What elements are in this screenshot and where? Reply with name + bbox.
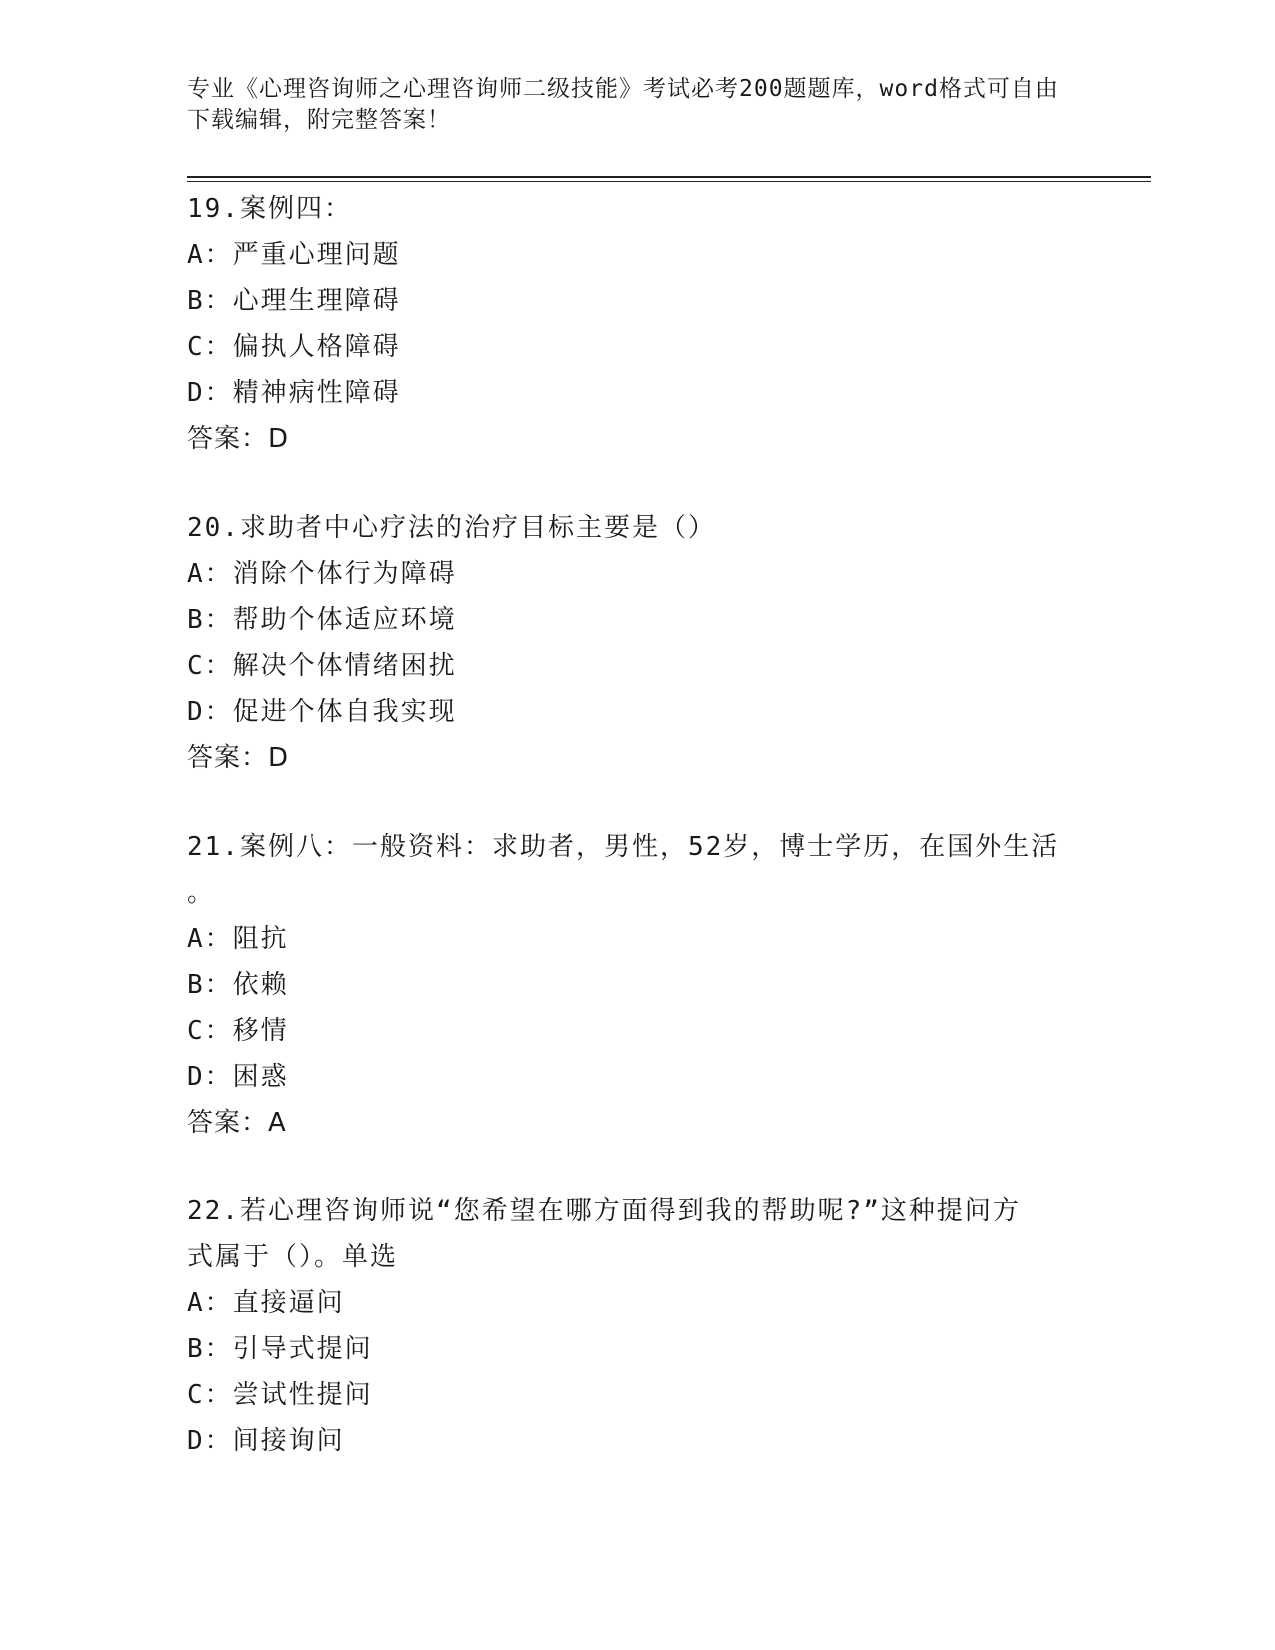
- question-stem-continuation: 。: [187, 878, 216, 908]
- document-header: 专业《心理咨询师之心理咨询师二级技能》考试必考200题题库，word格式可自由下载编辑，附完整答案！: [187, 76, 1059, 133]
- option-b: B：帮助个体适应环境: [187, 605, 457, 635]
- question-20: [187, 505, 1087, 781]
- option-c: C：解决个体情绪困扰: [187, 651, 457, 681]
- option-a: A：消除个体行为障碍: [187, 559, 457, 589]
- header-divider-thick: [187, 176, 1151, 178]
- option-b: B：心理生理障碍: [187, 286, 401, 316]
- answer-label: 答案：D: [187, 743, 290, 773]
- option-d: D：促进个体自我实现: [187, 697, 457, 727]
- question-stem: 22.若心理咨询师说“您希望在哪方面得到我的帮助呢?”这种提问方: [187, 1196, 1021, 1226]
- option-c: C：尝试性提问: [187, 1380, 373, 1410]
- answer-label: 答案：A: [187, 1108, 287, 1138]
- option-c: C：移情: [187, 1016, 289, 1046]
- option-d: D：精神病性障碍: [187, 378, 401, 408]
- question-stem: 19.案例四：: [187, 194, 352, 224]
- question-stem: 20.求助者中心疗法的治疗目标主要是（）: [187, 513, 716, 543]
- question-19: [187, 186, 1087, 462]
- option-d: D：间接询问: [187, 1426, 345, 1456]
- question-22: [187, 1188, 1087, 1464]
- option-c: C：偏执人格障碍: [187, 332, 401, 362]
- option-a: A：严重心理问题: [187, 240, 401, 270]
- answer-label: 答案：D: [187, 424, 290, 454]
- question-stem-continuation: 式属于（）。单选: [187, 1242, 399, 1272]
- question-stem: 21.案例八：一般资料：求助者，男性，52岁，博士学历，在国外生活: [187, 832, 1060, 862]
- option-d: D：困惑: [187, 1062, 289, 1092]
- option-a: A：阻抗: [187, 924, 289, 954]
- header-divider-thin: [187, 181, 1151, 182]
- option-b: B：依赖: [187, 970, 289, 1000]
- question-21: [187, 824, 1087, 1146]
- option-b: B：引导式提问: [187, 1334, 373, 1364]
- option-a: A：直接逼问: [187, 1288, 345, 1318]
